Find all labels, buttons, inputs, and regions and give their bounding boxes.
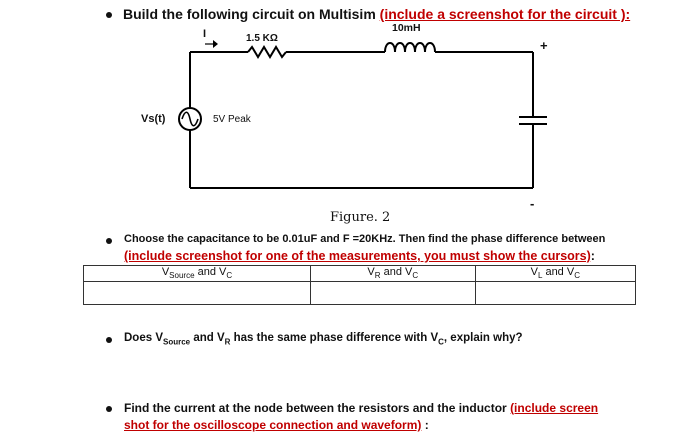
measurement-table xyxy=(83,265,636,305)
current-arrow-head xyxy=(213,40,218,48)
table-header-vl-vc: $V_L$ and $V_C$ xyxy=(475,266,635,282)
question-2-link-line xyxy=(124,249,595,263)
current-label: I xyxy=(203,28,207,40)
table-header-vr-vc: $V_R$ and $V_C$ xyxy=(310,266,475,282)
inductor-symbol xyxy=(385,43,435,52)
question-4-line-2 xyxy=(124,418,429,432)
question-4-link-2[interactable]: shot for the oscilloscope connection and waveform) xyxy=(124,418,422,432)
minus-sign: - xyxy=(530,196,535,211)
question-1-link[interactable]: (include a screenshot for the circuit ): xyxy=(379,6,631,22)
table-cell[interactable] xyxy=(84,282,311,305)
question-4-text: Find the current at the node between the resistors and the inductor xyxy=(124,401,507,415)
resistor-symbol xyxy=(248,47,286,57)
inductor-label: 10mH xyxy=(392,22,421,34)
question-2-suffix: : xyxy=(590,249,595,263)
figure-caption: Figure. 2 xyxy=(330,210,391,225)
bullet-2 xyxy=(106,238,112,244)
question-2-link[interactable]: (include screenshot for one of the measurements, you must show the cursors) xyxy=(124,249,591,263)
bullet-3 xyxy=(106,337,112,343)
table-row xyxy=(84,282,636,305)
question-2-text: Choose the capacitance to be 0.01uF and F =20KHz. Then find the phase difference between xyxy=(124,233,606,245)
bullet-4 xyxy=(106,406,112,412)
table-header-vsource-vc: $V_{Source}$ and $V_C$ xyxy=(84,266,311,282)
plus-sign: + xyxy=(540,38,548,53)
question-3: Does $V_{Source}$ and $V_R$ has the same phase difference with $V_C$, explain why? xyxy=(124,332,523,347)
resistor-label: 1.5 KΩ xyxy=(246,33,278,44)
question-4-suffix: : xyxy=(421,418,429,432)
source-label: Vs(t) xyxy=(141,113,166,125)
table-header-row xyxy=(84,266,636,282)
question-1-text: Build the following circuit on Multisim xyxy=(123,6,376,22)
table-cell[interactable] xyxy=(310,282,475,305)
ac-source-wave xyxy=(182,112,198,126)
question-4 xyxy=(124,401,598,415)
question-4-link-1[interactable]: (include screen xyxy=(510,401,599,415)
table-cell[interactable] xyxy=(475,282,635,305)
source-value: 5V Peak xyxy=(213,114,251,125)
